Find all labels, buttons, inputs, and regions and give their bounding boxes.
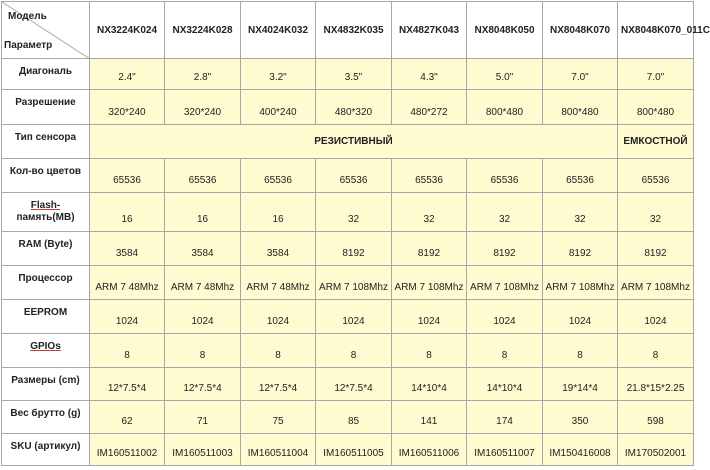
table-cell: 32 xyxy=(618,193,694,232)
table-cell: 480*320 xyxy=(316,90,392,125)
row-label-colors: Кол-во цветов xyxy=(2,159,90,193)
table-cell: IM160511002 xyxy=(90,434,165,466)
table-cell: IM150416008 xyxy=(543,434,618,466)
sensor-capacitive-cell: ЕМКОСТНОЙ xyxy=(618,125,694,159)
table-cell: 32 xyxy=(316,193,392,232)
table-cell: 65536 xyxy=(165,159,241,193)
table-cell: 1024 xyxy=(165,300,241,334)
table-cell: 21.8*15*2.25 xyxy=(618,368,694,401)
row-label-gpio-text: GPIOs xyxy=(30,341,61,352)
table-cell: 12*7.5*4 xyxy=(165,368,241,401)
model-header: NX8048K050 xyxy=(467,2,543,59)
table-cell: 1024 xyxy=(618,300,694,334)
table-cell: 141 xyxy=(392,401,467,434)
row-label-flash-line1: Flash- xyxy=(30,200,61,211)
table-cell: 1024 xyxy=(392,300,467,334)
table-cell: 8192 xyxy=(316,232,392,266)
table-cell: 4.3" xyxy=(392,59,467,90)
table-cell: ARM 7 48Mhz xyxy=(241,266,316,300)
row-cpu xyxy=(2,266,694,300)
table-cell: 3584 xyxy=(165,232,241,266)
table-cell: 7.0" xyxy=(618,59,694,90)
row-size xyxy=(2,368,694,401)
table-cell: 1024 xyxy=(467,300,543,334)
table-cell: 1024 xyxy=(90,300,165,334)
table-cell: 480*272 xyxy=(392,90,467,125)
table-cell: 62 xyxy=(90,401,165,434)
table-cell: 2.8" xyxy=(165,59,241,90)
corner-label-parameter: Параметр xyxy=(4,40,53,51)
table-cell: 8 xyxy=(618,334,694,368)
row-label-weight: Вес брутто (g) xyxy=(2,401,90,434)
table-cell: 16 xyxy=(165,193,241,232)
table-cell: IM160511007 xyxy=(467,434,543,466)
row-label-flash xyxy=(2,193,90,232)
table-cell: ARM 7 48Mhz xyxy=(90,266,165,300)
table-cell: 320*240 xyxy=(165,90,241,125)
table-cell: 75 xyxy=(241,401,316,434)
model-header: NX8048K070_011C xyxy=(618,2,694,59)
table-cell: ARM 7 48Mhz xyxy=(165,266,241,300)
table-cell: ARM 7 108Mhz xyxy=(467,266,543,300)
table-cell: 800*480 xyxy=(543,90,618,125)
table-cell: 3584 xyxy=(90,232,165,266)
table-cell: 12*7.5*4 xyxy=(90,368,165,401)
table-cell: IM170502001 xyxy=(618,434,694,466)
table-cell: 1024 xyxy=(543,300,618,334)
table-cell: 8 xyxy=(165,334,241,368)
row-ram xyxy=(2,232,694,266)
row-label-diagonal: Диагональ xyxy=(2,59,90,90)
table-cell: 7.0" xyxy=(543,59,618,90)
table-cell: ARM 7 108Mhz xyxy=(316,266,392,300)
table-cell: 8 xyxy=(316,334,392,368)
table-cell: 14*10*4 xyxy=(467,368,543,401)
table-cell: IM160511006 xyxy=(392,434,467,466)
table-cell: 85 xyxy=(316,401,392,434)
row-sku xyxy=(2,434,694,466)
row-label-eeprom: EEPROM xyxy=(2,300,90,334)
table-cell: 400*240 xyxy=(241,90,316,125)
table-cell: IM160511003 xyxy=(165,434,241,466)
row-sensor xyxy=(2,125,694,159)
table-cell: 8 xyxy=(467,334,543,368)
table-cell: 65536 xyxy=(618,159,694,193)
table-cell: 3.2" xyxy=(241,59,316,90)
table-cell: 65536 xyxy=(316,159,392,193)
table-cell: 8 xyxy=(241,334,316,368)
table-cell: 16 xyxy=(241,193,316,232)
table-cell: 8192 xyxy=(543,232,618,266)
model-header: NX3224K024 xyxy=(90,2,165,59)
row-gpio xyxy=(2,334,694,368)
row-weight xyxy=(2,401,694,434)
table-cell: 12*7.5*4 xyxy=(316,368,392,401)
model-header: NX4827K043 xyxy=(392,2,467,59)
table-cell: 19*14*4 xyxy=(543,368,618,401)
row-label-gpio xyxy=(2,334,90,368)
row-label-sku: SKU (артикул) xyxy=(2,434,90,466)
table-cell: 8 xyxy=(90,334,165,368)
table-cell: 8 xyxy=(543,334,618,368)
table-cell: ARM 7 108Mhz xyxy=(392,266,467,300)
corner-label-model: Модель xyxy=(8,11,47,22)
table-cell: 800*480 xyxy=(467,90,543,125)
row-label-cpu: Процессор xyxy=(2,266,90,300)
table-cell: 3.5" xyxy=(316,59,392,90)
table-cell: 65536 xyxy=(241,159,316,193)
table-cell: 800*480 xyxy=(618,90,694,125)
corner-header-cell xyxy=(2,2,90,59)
row-label-sensor: Тип сенсора xyxy=(2,125,90,159)
table-cell: 65536 xyxy=(543,159,618,193)
table-cell: 3584 xyxy=(241,232,316,266)
table-cell: ARM 7 108Mhz xyxy=(543,266,618,300)
table-cell: 598 xyxy=(618,401,694,434)
header-row xyxy=(2,2,694,59)
table-cell: 32 xyxy=(543,193,618,232)
row-label-resolution: Разрешение xyxy=(2,90,90,125)
table-cell: IM160511005 xyxy=(316,434,392,466)
table-cell: 174 xyxy=(467,401,543,434)
table-cell: ARM 7 108Mhz xyxy=(618,266,694,300)
model-header: NX4832K035 xyxy=(316,2,392,59)
table-cell: 8 xyxy=(392,334,467,368)
spec-table xyxy=(1,1,710,466)
table-cell: 5.0" xyxy=(467,59,543,90)
row-resolution xyxy=(2,90,694,125)
table-cell: 65536 xyxy=(467,159,543,193)
table-cell: 8192 xyxy=(467,232,543,266)
table-cell: 32 xyxy=(392,193,467,232)
row-diagonal xyxy=(2,59,694,90)
table-cell: 320*240 xyxy=(90,90,165,125)
table-cell: 71 xyxy=(165,401,241,434)
table-cell: 1024 xyxy=(316,300,392,334)
model-header: NX4024K032 xyxy=(241,2,316,59)
table-cell: 8192 xyxy=(392,232,467,266)
table-cell: IM160511004 xyxy=(241,434,316,466)
row-label-size: Размеры (cm) xyxy=(2,368,90,401)
table-cell: 12*7.5*4 xyxy=(241,368,316,401)
row-colors xyxy=(2,159,694,193)
table-cell: 1024 xyxy=(241,300,316,334)
model-header: NX8048K070 xyxy=(543,2,618,59)
table-cell: 32 xyxy=(467,193,543,232)
model-header: NX3224K028 xyxy=(165,2,241,59)
sensor-resistive-cell: РЕЗИСТИВНЫЙ xyxy=(90,125,618,159)
table-cell: 65536 xyxy=(90,159,165,193)
table-cell: 8192 xyxy=(618,232,694,266)
row-label-ram: RAM (Byte) xyxy=(2,232,90,266)
row-eeprom xyxy=(2,300,694,334)
row-label-flash-line2: память(MB) xyxy=(16,212,75,223)
table-cell: 16 xyxy=(90,193,165,232)
table-cell: 14*10*4 xyxy=(392,368,467,401)
table-cell: 2.4" xyxy=(90,59,165,90)
row-flash xyxy=(2,193,694,232)
table-cell: 350 xyxy=(543,401,618,434)
table-cell: 65536 xyxy=(392,159,467,193)
